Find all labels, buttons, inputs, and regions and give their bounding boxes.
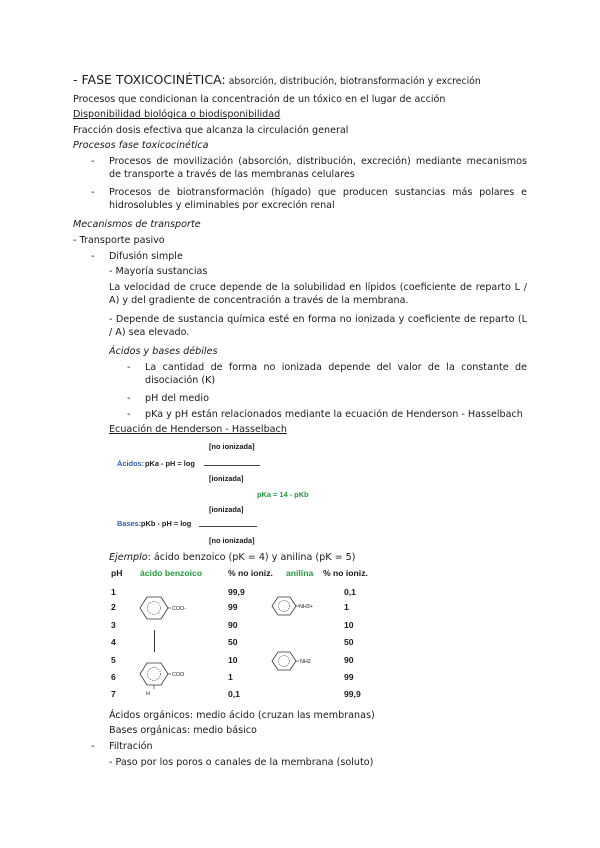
table-header-ph: pH bbox=[111, 568, 123, 578]
equilibrium-line bbox=[154, 630, 155, 652]
mecanismos-heading: Mecanismos de transporte bbox=[73, 219, 201, 230]
row-benz: 99 bbox=[228, 602, 238, 612]
row-ph: 5 bbox=[111, 655, 116, 665]
section-heading bbox=[73, 73, 481, 88]
anilinium-structure bbox=[272, 595, 332, 621]
anilinium-label: NH3+ bbox=[299, 604, 313, 610]
benzoic-h-label: H bbox=[146, 691, 150, 697]
row-ph: 4 bbox=[111, 637, 116, 647]
bio-heading: Disponibilidad biológica o biodisponibilidad bbox=[73, 109, 281, 120]
fraction-bar bbox=[199, 526, 257, 527]
list-item: La cantidad de forma no ionizada depende del valor de la constante de disociación (K) bbox=[145, 362, 527, 386]
list-dash: - bbox=[127, 409, 131, 420]
depende-text: - Depende de sustancia química esté en forma no ionizada y coeficiente de reparto (L / A) sea elevado. bbox=[109, 314, 527, 338]
example-prefix: Ejemplo bbox=[109, 552, 148, 563]
row-anil: 99,9 bbox=[344, 689, 361, 699]
acid-formula: pKa - pH = log bbox=[145, 459, 195, 468]
row-ph: 1 bbox=[111, 587, 116, 597]
acidos-heading: Ácidos y bases débiles bbox=[109, 346, 218, 357]
benzoate-structure bbox=[140, 594, 200, 624]
row-anil: 90 bbox=[344, 655, 354, 665]
row-anil: 1 bbox=[344, 602, 349, 612]
example-line bbox=[109, 551, 356, 564]
example-text: : ácido benzoico (pK = 4) y anilina (pK = 5) bbox=[147, 552, 356, 563]
table-header-aniline: anilina bbox=[286, 568, 314, 578]
base-formula: pKb - pH = log bbox=[141, 519, 192, 528]
difusion-label: Difusión simple bbox=[109, 251, 183, 262]
fraction-bar bbox=[204, 465, 260, 466]
row-ph: 2 bbox=[111, 602, 116, 612]
mayoria-text: - Mayoría sustancias bbox=[109, 266, 208, 277]
acidos-organicos: Ácidos orgánicos: medio ácido (cruzan las membranas) bbox=[109, 710, 375, 721]
table-header-benz-pct: % no ioniz. bbox=[228, 568, 273, 578]
pka-relation: pKa = 14 - pKb bbox=[257, 490, 309, 499]
row-benz: 1 bbox=[228, 672, 233, 682]
aniline-label: NH2 bbox=[300, 659, 311, 665]
base-label: Bases: bbox=[117, 519, 142, 528]
benzoic-acid-structure bbox=[140, 660, 200, 696]
bio-text: Fracción dosis efectiva que alcanza la circulación general bbox=[73, 125, 349, 136]
ecuacion-heading: Ecuación de Henderson - Hasselbach bbox=[109, 424, 287, 435]
bases-organicas: Bases orgánicas: medio básico bbox=[109, 725, 257, 736]
row-benz: 50 bbox=[228, 637, 238, 647]
benzoic-label: COO bbox=[172, 672, 185, 678]
filtracion-text: - Paso por los poros o canales de la membrana (soluto) bbox=[109, 757, 374, 768]
row-benz: 99,9 bbox=[228, 587, 245, 597]
list-item: pH del medio bbox=[145, 393, 209, 404]
list-dash: - bbox=[91, 187, 95, 198]
row-anil: 0,1 bbox=[344, 587, 356, 597]
acid-numerator: [no ionizada] bbox=[209, 442, 255, 451]
heading-sub: absorción, distribución, biotransformación y excreción bbox=[228, 76, 481, 87]
row-benz: 0,1 bbox=[228, 689, 240, 699]
row-ph: 3 bbox=[111, 620, 116, 630]
row-benz: 10 bbox=[228, 655, 238, 665]
aniline-structure bbox=[272, 650, 332, 676]
row-ph: 7 bbox=[111, 689, 116, 699]
acid-denominator: [ionizada] bbox=[209, 474, 244, 483]
list-dash: - bbox=[91, 251, 95, 262]
transporte-pasivo: - Transporte pasivo bbox=[73, 235, 165, 246]
row-benz: 90 bbox=[228, 620, 238, 630]
list-dash: - bbox=[91, 156, 95, 167]
velocidad-text: La velocidad de cruce depende de la solubilidad en lípidos (coeficiente de reparto L / A) y del gradiente de concentración a través de la membrana. bbox=[109, 282, 527, 306]
filtracion-label: Filtración bbox=[109, 741, 153, 752]
row-anil: 10 bbox=[344, 620, 354, 630]
intro-text: Procesos que condicionan la concentración de un tóxico en el lugar de acción bbox=[73, 94, 446, 105]
list-dash: - bbox=[127, 362, 131, 373]
table-header-benzoic: ácido benzoico bbox=[140, 568, 203, 578]
base-numerator: [ionizada] bbox=[209, 505, 244, 514]
acid-label: Ácidos: bbox=[117, 459, 145, 468]
list-item: pKa y pH están relacionados mediante la ecuación de Henderson - Hasselbach bbox=[145, 409, 523, 420]
list-dash: - bbox=[91, 741, 95, 752]
row-ph: 6 bbox=[111, 672, 116, 682]
row-anil: 99 bbox=[344, 672, 354, 682]
benzoate-label: COO- bbox=[172, 606, 187, 612]
heading-main: - FASE TOXICOCINÉTICA: bbox=[73, 72, 226, 87]
base-denominator: [no ionizada] bbox=[209, 536, 255, 545]
list-item: Procesos de movilización (absorción, distribución, excreción) mediante mecanismos de transporte a través de las membranas celulares bbox=[109, 156, 527, 180]
row-anil: 50 bbox=[344, 637, 354, 647]
list-item: Procesos de biotransformación (hígado) que producen sustancias más polares e hidrosolubles y eliminables por excreción renal bbox=[109, 187, 527, 211]
table-header-anil-pct: % no ioniz. bbox=[323, 568, 368, 578]
list-dash: - bbox=[127, 393, 131, 404]
procesos-heading: Procesos fase toxicocinética bbox=[73, 140, 209, 151]
